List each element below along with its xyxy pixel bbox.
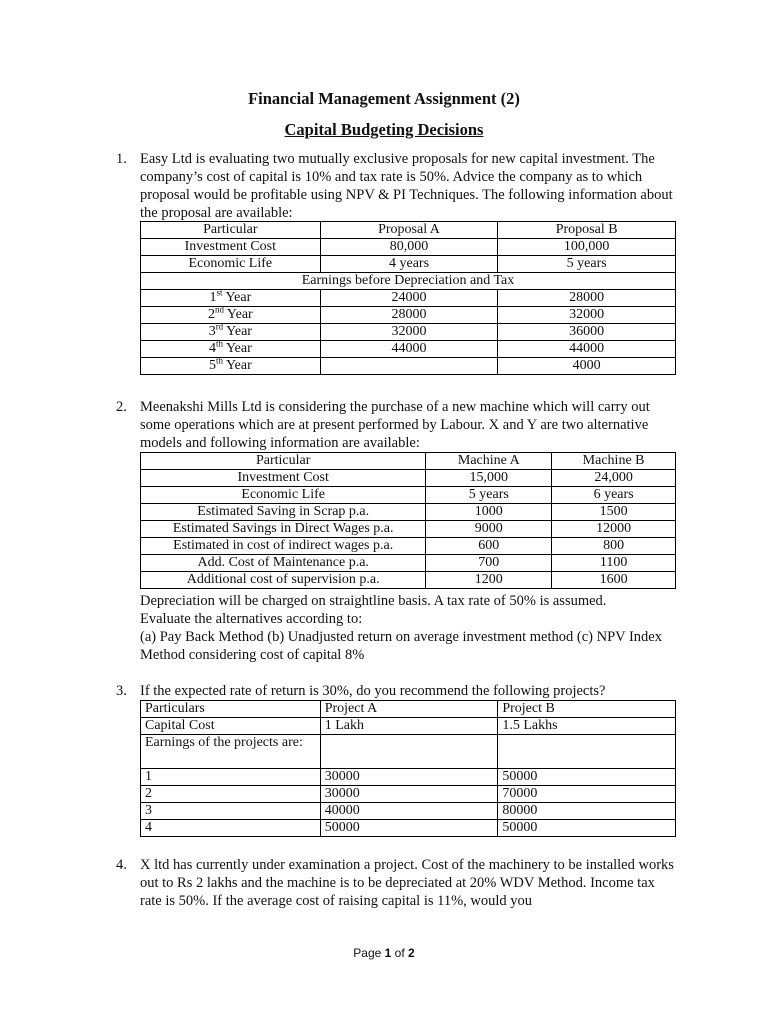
table-row (141, 555, 676, 572)
table-row (141, 538, 676, 555)
table-cell: 1 Lakh (320, 718, 498, 735)
table-cell: 32000 (320, 324, 498, 341)
question-number: 4. (116, 857, 127, 873)
table-cell: 3 (141, 803, 321, 820)
table-cell: Add. Cost of Maintenance p.a. (141, 555, 426, 572)
table-cell: 1600 (552, 572, 676, 589)
table-cell: Additional cost of supervision p.a. (141, 572, 426, 589)
table-cell: 15,000 (426, 470, 552, 487)
table-cell: Investment Cost (141, 470, 426, 487)
table-row (141, 504, 676, 521)
project-table (140, 700, 676, 837)
table-cell: Proposal A (320, 222, 498, 239)
table-cell: 24,000 (552, 470, 676, 487)
table-cell (320, 358, 498, 375)
table-row (141, 735, 676, 769)
table-row (141, 358, 676, 375)
table-cell: Project A (320, 701, 498, 718)
question-text: X ltd has currently under examination a project. Cost of the machinery to be installed works out to Rs 2 lakhs and the machine is to be depreciated at 20% WDV Method. Income tax rate is 50%. If the average cost of raising capital is 11%, would you (140, 857, 674, 909)
table-row (141, 769, 676, 786)
table-cell: Machine A (426, 453, 552, 470)
assignment-subtitle: Capital Budgeting Decisions (284, 120, 484, 139)
table-cell: 36000 (498, 324, 676, 341)
table-cell: Project B (498, 701, 676, 718)
table-cell: 44000 (320, 341, 498, 358)
table-row (141, 820, 676, 837)
current-page: 1 (384, 946, 392, 960)
table-row (141, 256, 676, 273)
question-2 (116, 398, 676, 452)
table-cell: Estimated Savings in Direct Wages p.a. (141, 521, 426, 538)
table-cell: Particulars (141, 701, 321, 718)
question-text: Meenakshi Mills Ltd is considering the purchase of a new machine which will carry out some operations which are at present performed by Labour. X and Y are two alternative models and following information are available: (140, 399, 650, 451)
table-cell: 28000 (320, 307, 498, 324)
question-number: 2. (116, 399, 127, 415)
table-cell: 100,000 (498, 239, 676, 256)
year-label: 3rd Year (141, 324, 321, 341)
table-cell: 40000 (320, 803, 498, 820)
table-row (141, 453, 676, 470)
instruction-line: (a) Pay Back Method (b) Unadjusted return on average investment method (c) NPV Index Method considering cost of capital 8% (140, 629, 662, 663)
question-4 (116, 856, 676, 910)
table-row (141, 222, 676, 239)
year-label: 4th Year (141, 341, 321, 358)
table-row (141, 572, 676, 589)
assignment-title: Financial Management Assignment (2) (248, 89, 520, 108)
table-row (141, 701, 676, 718)
table-cell: 1200 (426, 572, 552, 589)
table-cell: Capital Cost (141, 718, 321, 735)
table-cell: 4 years (320, 256, 498, 273)
table-cell: Particular (141, 453, 426, 470)
table-cell: 800 (552, 538, 676, 555)
instruction-line: Depreciation will be charged on straightline basis. A tax rate of 50% is assumed. (140, 593, 607, 609)
question-3 (116, 682, 676, 700)
table-cell: Particular (141, 222, 321, 239)
table-cell: 1100 (552, 555, 676, 572)
of-word: of (394, 946, 405, 960)
question-number: 3. (116, 683, 127, 699)
table-row (141, 803, 676, 820)
table-row (141, 786, 676, 803)
question-number: 1. (116, 151, 127, 167)
table-cell: 4000 (498, 358, 676, 375)
table-cell: 700 (426, 555, 552, 572)
table-cell: 80000 (498, 803, 676, 820)
table-cell: 30000 (320, 786, 498, 803)
machine-table (140, 452, 676, 589)
table-cell: Machine B (552, 453, 676, 470)
table-cell: 80,000 (320, 239, 498, 256)
year-label: 2nd Year (141, 307, 321, 324)
question-1 (116, 150, 676, 222)
table-cell: 5 years (498, 256, 676, 273)
table-cell: 24000 (320, 290, 498, 307)
question-2-instructions (140, 592, 676, 664)
table-row (141, 239, 676, 256)
table-cell: 1.5 Lakhs (498, 718, 676, 735)
proposal-table (140, 221, 676, 375)
table-cell: 30000 (320, 769, 498, 786)
table-cell: 50000 (320, 820, 498, 837)
table-cell: 5 years (426, 487, 552, 504)
table-cell: 1500 (552, 504, 676, 521)
table-cell: 50000 (498, 820, 676, 837)
total-pages: 2 (408, 946, 415, 960)
table-row (141, 470, 676, 487)
section-header: Earnings before Depreciation and Tax (141, 273, 676, 290)
table-cell (320, 735, 498, 769)
year-label: 5th Year (141, 358, 321, 375)
table-cell (498, 735, 676, 769)
table-cell: 70000 (498, 786, 676, 803)
question-text: Easy Ltd is evaluating two mutually exclusive proposals for new capital investment. The company’s cost of capital is 10% and tax rate is 50%. Advice the company as to which proposal would be profitable using NPV & PI Techniques. The following information about the proposal are available: (140, 151, 673, 221)
table-cell: 12000 (552, 521, 676, 538)
table-cell: 44000 (498, 341, 676, 358)
table-cell: 2 (141, 786, 321, 803)
table-cell: Earnings of the projects are: (141, 735, 321, 769)
page-footer (0, 946, 768, 960)
table-cell: Economic Life (141, 487, 426, 504)
table-cell: Estimated Saving in Scrap p.a. (141, 504, 426, 521)
question-text: If the expected rate of return is 30%, do you recommend the following projects? (140, 683, 606, 699)
table-cell: 1 (141, 769, 321, 786)
table-cell: 9000 (426, 521, 552, 538)
instruction-line: Evaluate the alternatives according to: (140, 611, 363, 627)
table-cell: Investment Cost (141, 239, 321, 256)
table-cell: 4 (141, 820, 321, 837)
year-label: 1st Year (141, 290, 321, 307)
table-row (141, 487, 676, 504)
table-cell: Economic Life (141, 256, 321, 273)
table-cell: Proposal B (498, 222, 676, 239)
table-cell: 600 (426, 538, 552, 555)
table-cell: 6 years (552, 487, 676, 504)
table-cell: 28000 (498, 290, 676, 307)
table-cell: Estimated in cost of indirect wages p.a. (141, 538, 426, 555)
table-cell: 50000 (498, 769, 676, 786)
table-row (141, 521, 676, 538)
table-cell: 32000 (498, 307, 676, 324)
page-word: Page (353, 946, 382, 960)
table-cell: 1000 (426, 504, 552, 521)
table-row (141, 718, 676, 735)
